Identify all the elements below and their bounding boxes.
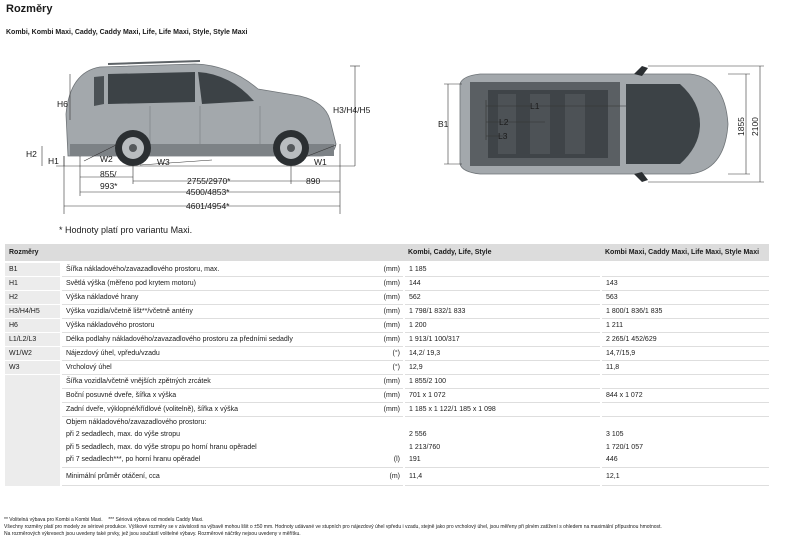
table-row: H6 Výška nákladového prostoru (mm) 1 200 1 211 — [5, 318, 769, 332]
label-width-mirrors: 2100 — [750, 117, 760, 136]
label-h3h4h5: H3/H4/H5 — [333, 105, 371, 115]
label-l1: L1 — [530, 101, 540, 111]
label-wheelbase: 2755/2970* — [187, 176, 231, 186]
header-desc — [61, 244, 369, 262]
label-rear-overhang: 890 — [306, 176, 321, 186]
label-width: 1855 — [736, 117, 746, 136]
footnotes — [4, 517, 796, 538]
table-row: H2 Výška nákladové hrany (mm) 562 563 — [5, 290, 769, 304]
label-h1: H1 — [48, 156, 59, 166]
label-w3: W3 — [157, 157, 170, 167]
footnote-2: Všechny rozměry platí pro modely ze sériové produkce. Výškové rozměry se v závislosti na výbavě mohou lišit o ±50 mm. Hodnoty udávané ve stupních pro nájezdový úhel vpředu i vzadu, stejně jako pro vrcholový úhel, jsou měřeny při plném zatížení s ohledem na maximální přípustnou hmotnost. — [4, 524, 662, 530]
table-row: Zadní dveře, výklopné/křídlové (volitelně), šířka x výška (mm) 1 185 x 1 122/1 185 x 1 098 — [5, 402, 769, 416]
table-row: B1 Šířka nákladového/zavazadlového prostoru, max. (mm) 1 185 — [5, 262, 769, 276]
side-view-car — [66, 61, 336, 166]
model-list: Kombi, Kombi Maxi, Caddy, Caddy Maxi, Life, Life Maxi, Style, Style Maxi — [6, 29, 248, 36]
label-h6: H6 — [57, 99, 68, 109]
label-l3: L3 — [498, 131, 508, 141]
table-row: Šířka vozidla/včetně vnějších zpětných zrcátek (mm) 1 855/2 100 — [5, 374, 769, 388]
volume-title: Objem nákladového/zavazadlového prostoru: — [66, 418, 207, 426]
footnote-3: Na rozměrových výkresech jsou uvedeny také prvky, jež jsou součástí volitelné výbavy. Rozměrové náčrtky nejsou uvedeny v měřítku. — [4, 531, 301, 537]
table-row: Boční posuvné dveře, šířka x výška (mm) 701 x 1 072 844 x 1 072 — [5, 388, 769, 402]
header-maxi: Kombi Maxi, Caddy Maxi, Life Maxi, Style Maxi — [601, 244, 769, 262]
table-row: H3/H4/H5 Výška vozidla/včetně lišt**/včetně antény (mm) 1 798/1 832/1 833 1 800/1 836/1 835 — [5, 304, 769, 318]
dimension-diagram — [0, 44, 800, 224]
table-row: W1/W2 Nájezdový úhel, vpředu/vzadu (°) 14,2/ 19,3 14,7/15,9 — [5, 346, 769, 360]
header-unit — [369, 244, 404, 262]
label-front-overhang-maxi: 993* — [100, 181, 118, 191]
label-h2: H2 — [26, 149, 37, 159]
label-l2: L2 — [499, 117, 509, 127]
footnote-1: ** Volitelná výbava pro Kombi a Kombi Maxi. *** Sériová výbava od modelu Caddy Maxi. — [4, 517, 204, 523]
table-header-row — [5, 244, 769, 262]
table-row: W3 Vrcholový úhel (°) 12,9 11,8 — [5, 360, 769, 374]
table-row-volume: Objem nákladového/zavazadlového prostoru: při 2 sedadlech, max. do výše stropu při 5 sedadlech, max. do výše stropu po horní hranu opěradel při 7 sedadlech***, po horní hranu opěradel (l) 2 556 1 213/760 191 3 105 1 720/1 057 446 — [5, 416, 769, 467]
label-w2: W2 — [100, 154, 113, 164]
table-row: L1/L2/L3 Délka podlahy nákladového/zavazadlového prostoru za předními sedadly (mm) 1 913/1 100/317 2 265/1 452/629 — [5, 332, 769, 346]
label-w1: W1 — [314, 157, 327, 167]
label-b1: B1 — [438, 119, 449, 129]
page-title: Rozměry — [6, 3, 53, 15]
header-standard: Kombi, Caddy, Life, Style — [404, 244, 601, 262]
label-length-body: 4500/4853* — [186, 187, 230, 197]
label-front-overhang: 855/ — [100, 169, 117, 179]
label-length-total: 4601/4954* — [186, 201, 230, 211]
maxi-note: * Hodnoty platí pro variantu Maxi. — [59, 225, 193, 235]
table-row: H1 Světlá výška (měřeno pod krytem motoru) (mm) 144 143 — [5, 276, 769, 290]
dimensions-table — [5, 244, 769, 486]
header-dimensions: Rozměry — [5, 244, 61, 262]
table-row: Minimální průměr otáčení, cca (m) 11,4 12,1 — [5, 467, 769, 485]
